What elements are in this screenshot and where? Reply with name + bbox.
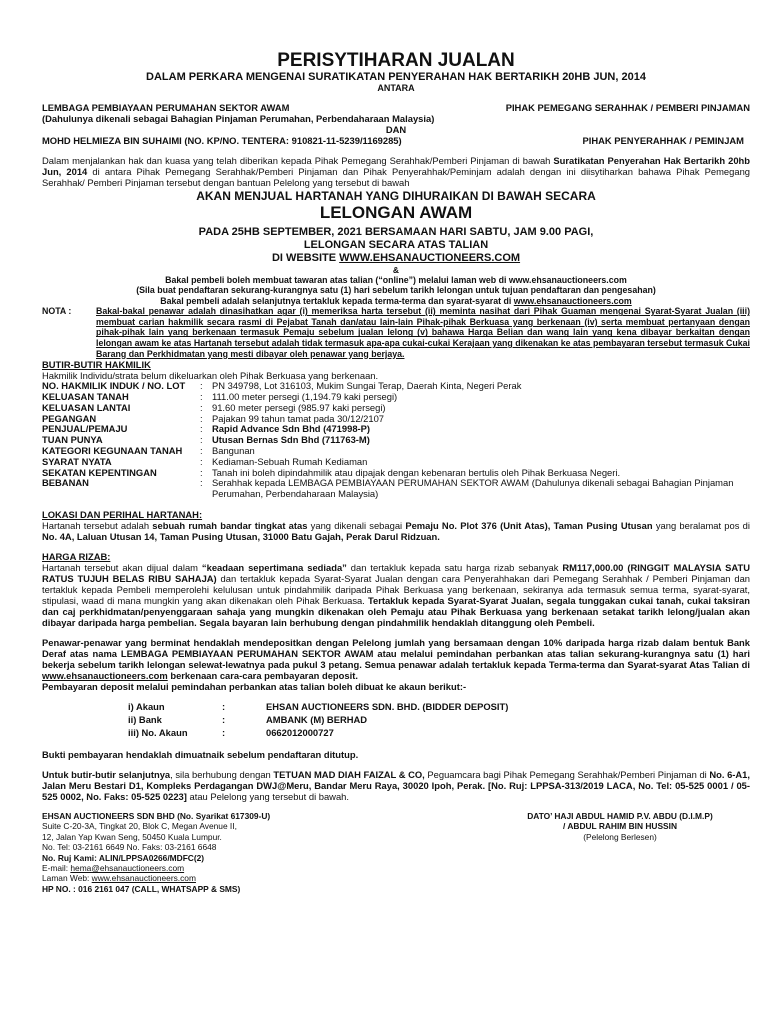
title-detail-value: Serahhak kepada LEMBAGA PEMBIAYAAN PERUMAHAN SEKTOR AWAM (Dahulunya dikenali sebagai Bahagian Pinjaman Perumahan, Perbendaharaan Malaysia) [212,477,734,500]
party-one-role: PIHAK PEMEGANG SERAHHAK / PEMBERI PINJAMAN [505,102,750,113]
title-detail-value: 91.60 meter persegi (985.97 kaki persegi) [212,401,386,413]
title-detail-key: BEBANAN [42,477,89,489]
party-two-row [42,135,750,146]
auctioneer-email-line [42,863,422,873]
harga-text-3: dan tertakluk kepada Syarat-Syarat Jualan dengan cara Penyerahhakan dari Pemegang Serahhak / Pemberi Pinjaman dan tertakluk kepada Pembeli memperolehi kelulusan untuk pindahmilik daripada Pihak Berkuasa yang berkenaan, sekiranya ada termasuk semua terma, syarat-syarat, stipulasi, waad di mana mungkin yang akan dikenakan oleh Pihak Berkuasa. [42,572,751,606]
registration-note: (Sila buat pendaftaran sekurang-kurangnya satu (1) hari sebelum tarikh lelongan untuk tujuan pendaftaran dan pengesahan) [136,285,656,296]
contact-text-3: atau Pelelong yang tersebut di bawah. [186,790,349,802]
intro-paragraph [42,155,750,188]
title-detail-key: PENJUAL/PEMAJU [42,423,128,435]
auction-website [42,252,750,265]
deposit-text: Penawar-penawar yang berminat hendaklah mendepositkan dengan Pelelong jumlah yang bersamaan dengan 10% daripada harga rizab dalam bentuk Bank Deraf atas nama LEMBAGA PEMBIAYAAN PERUMAHAN SEKTOR AWAM atau melalui pemindahan perbankan atas talian sekurang-kurangnya satu (1) hari bekerja sebelum tarikh lelongan selewat-lewatnya pada pukul 3 petang. Semua penawar adalah tertakluk kepada Terma-terma dan Syarat-syarat Atas Talian di [42,636,750,670]
harga-bold-3: Tertakluk kepada Syarat-Syarat Jualan, segala tunggakan cukai tanah, cukai taksiran dan caj perkhidmatan/penyenggaraan sahaja yang mungkin dikenakan oleh Pemaju atau Pihak Berkuasa yang berkenaan setakat tarikh lelong/jualan akan dibayar daripada harga pembelian. Segala bayaran lain berhubung dengan pindahmilik hendaklah ditanggung oleh Pembeli. [42,594,750,628]
title-detail-key: KELUASAN TANAH [42,390,129,402]
party-one-name: LEMBAGA PEMBIAYAAN PERUMAHAN SEKTOR AWAM [42,102,290,113]
signatory-name-2: / ABDUL RAHIM BIN HUSSIN [563,821,677,832]
bank-account-key: i) Akaun [128,700,165,712]
title-detail-value: Pajakan 99 tahun tamat pada 30/12/2107 [212,412,385,424]
auctioneer-detail-line: EHSAN AUCTIONEERS SDN BHD (No. Syarikat 617309-U) [42,810,271,821]
auction-heading: LELONGAN AWAM [319,203,473,222]
document-page [42,50,750,894]
lokasi-paragraph [42,520,750,542]
colon: : [200,477,203,489]
lokasi-text-1: Hartanah tersebut adalah [42,519,153,531]
nota-text: Bakal-bakal penawar adalah dinasihatkan agar (i) memeriksa harta tersebut (ii) meminta nasihat dari Pihak Guaman mengenai Syarat-Syarat Jualan (iii) membuat carian hakmilik secara rasmi di Pejabat Tanah dan/atau lain-lain Pihak-pihak Berkuasa yang berkenaan (iv) serta membuat pertanyaan dengan pihak-pihak lain yang berkenaan termasuk Pemaju sebelum jualan lelong (v) bahawa Harga Belian dan wang lain yang kena dibayar berkaitan dengan lelongan awam ke atas Hartanah tersebut adalah tidak termasuk apa-apa cukai-cukai Kerajaan yang dikenakan ke atas pembayaran tersebut termasuk Cukai Barang dan Perkhidmatan yang mesti dibayar oleh penawar yang berjaya. [96,306,750,359]
colon: : [200,390,203,402]
document-subtitle: DALAM PERKARA MENGENAI SURATIKATAN PENYERAHAN HAK BERTARIKH 20HB JUN, 2014 [146,71,646,83]
contact-bold-lead: Untuk butir-butir selanjutnya [42,768,171,780]
colon: : [200,412,203,424]
proof-of-payment-note: Bukti pembayaran hendaklah dimuatnaik sebelum pendaftaran ditutup. [42,748,359,760]
lokasi-bold-2: Pemaju No. Plot 376 (Unit Atas), Taman Pusing Utusan [405,519,653,531]
title-detail-value: Rapid Advance Sdn Bhd (471998-P) [212,423,371,435]
lokasi-bold-1: sebuah rumah bandar tingkat atas [152,519,308,531]
terms-note-prefix: Bakal pembeli adalah selanjutnya tertakluk kepada terma-terma dan syarat-syarat di [160,295,514,306]
auctioneer-web-line [42,873,422,883]
colon: : [200,444,203,456]
contact-address: No. 6-A1, Jalan Meru Bestari D1, Kompleks Perdagangan DWJ@Meru, Bandar Meru Raya, 30020 Ipoh, Perak. [No. Ruj: LPPSA-313/2019 LACA, No. Tel: 05-525 0001 / 05-525 0002, No. Faks: 05-525 0223] [42,768,750,802]
title-detail-value: Tanah ini boleh dipindahmilik atau dipajak dengan kebenaran bertulis oleh Pihak Berkuasa Negeri. [212,466,621,478]
colon: : [200,380,203,392]
lokasi-text-3: yang beralamat pos di [652,519,750,531]
title-detail-key: SEKATAN KEPENTINGAN [42,466,157,478]
title-detail-key: KATEGORI KEGUNAAN TANAH [42,444,183,456]
auctioneer-signatory [490,811,750,894]
auctioneer-detail-line: No. Tel: 03-2161 6649 No. Faks: 03-2161 6648 [42,842,217,853]
bank-account-key: ii) Bank [128,713,162,725]
harga-heading: HARGA RIZAB: [42,550,111,562]
web-label: Laman Web: [42,873,92,884]
deposit-text-end: berkenaan cara-cara pembayaran deposit. [167,669,358,681]
butir-intro: Hakmilik Individu/strata belum dikeluarkan oleh Pihak Berkuasa yang berkenaan. [42,370,379,382]
web-link[interactable]: www.ehsanauctioneers.com [91,873,196,884]
harga-paragraph [42,562,750,628]
auction-line-1: AKAN MENJUAL HARTANAH YANG DIHURAIKAN DI BAWAH SECARA [196,189,596,203]
auctioneer-phone: HP NO. : 016 2161 047 (CALL, WHATSAPP & SMS) [42,883,241,894]
title-detail-value: Utusan Bernas Sdn Bhd (711763-M) [212,434,370,446]
title-detail-value: PN 349798, Lot 316103, Mukim Sungai Terap, Daerah Kinta, Negeri Perak [212,380,522,392]
bank-account-row [128,727,508,738]
intro-bold-1: Suratikatan Penyerahan Hak Bertarikh 20hb Jun, 2014 [42,155,750,177]
auction-mode: LELONGAN SECARA ATAS TALIAN [303,239,489,251]
lokasi-text-2: yang dikenali sebagai [307,519,406,531]
dan-label: DAN [385,124,407,135]
bank-account-row [128,701,508,712]
colon: : [222,700,226,712]
title-detail-row [42,457,750,468]
document-title: PERISYTIHARAN JUALAN [277,50,515,71]
colon: : [200,455,203,467]
contact-text-1: , sila berhubung dengan [170,768,274,780]
antara-label: ANTARA [377,83,415,93]
contact-firm: TETUAN MAD DIAH FAIZAL & CO, [273,768,425,780]
bank-account-value: AMBANK (M) BERHAD [266,713,368,725]
title-detail-value: Bangunan [212,444,255,456]
bank-account-row [128,714,508,725]
title-detail-value: 111.00 meter persegi (1,194.79 kaki persegi) [212,390,398,402]
colon: : [200,401,203,413]
auctioneer-details [42,811,422,894]
deposit-paragraph [42,637,750,681]
title-detail-key: PEGANGAN [42,412,97,424]
signatory-title: (Pelelong Berlesen) [583,831,657,842]
terms-link[interactable]: www.ehsanauctioneers.com [513,295,632,306]
harga-text-1: Hartanah tersebut akan dijual dalam [42,561,202,573]
party-one-note: (Dahulunya dikenali sebagai Bahagian Pinjaman Perumahan, Perbendaharaan Malaysia) [42,113,435,124]
online-bid-line: Bakal pembeli boleh membuat tawaran atas talian (“online”) melalui laman web di www.ehsanauctioneers.com [165,275,627,285]
bank-account-table [126,699,510,740]
title-details-table [42,381,750,500]
title-detail-row [42,414,750,425]
lokasi-bold-3: No. 4A, Laluan Utusan 14, Taman Pusing Utusan, 31000 Batu Gajah, Perak Darul Ridzuan. [42,530,440,542]
payment-instruction: Pembayaran deposit melalui pemindahan perbankan atas talian boleh dibuat ke akaun berikut:- [42,680,467,692]
auction-date: PADA 25HB SEPTEMBER, 2021 BERSAMAAN HARI SABTU, JAM 9.00 PAGI, [198,226,594,238]
contact-paragraph [42,769,750,802]
title-detail-row [42,392,750,403]
email-link[interactable]: hema@ehsanauctioneers.com [70,862,185,873]
colon: : [222,713,226,725]
title-detail-row [42,478,750,500]
nota-block [42,306,750,359]
bank-account-key: iii) No. Akaun [128,726,188,738]
auction-website-prefix: DI WEBSITE [271,252,340,264]
harga-bold-1: “keadaan sepertimana sediada” [201,561,347,573]
signatory-name-1: DATO’ HAJI ABDUL HAMID P.V. ABDU (D.I.M.P) [527,810,713,821]
colon: : [200,434,203,446]
butir-heading: BUTIR-BUTIR HAKMILIK [42,359,151,371]
title-detail-row [42,446,750,457]
party-two-role: PIHAK PENYERAHHAK / PEMINJAM [582,135,744,146]
harga-text-2: dan tertakluk kepada satu harga rizab sebanyak [346,561,563,573]
contact-text-2: Peguamcara bagi Pihak Pemegang Serahhak/Pemberi Pinjaman di [424,768,710,780]
colon: : [200,466,203,478]
party-one-row [42,102,750,113]
auctioneer-detail-line: Suite C-20-3A, Tingkat 20, Blok C, Megan Avenue II, [42,821,237,832]
auction-website-link[interactable]: WWW.EHSANAUCTIONEERS.COM [339,252,521,264]
title-detail-key: SYARAT NYATA [42,455,112,467]
deposit-link[interactable]: www.ehsanauctioneers.com [42,669,168,681]
bank-account-value: EHSAN AUCTIONEERS SDN. BHD. (BIDDER DEPOSIT) [266,700,509,712]
terms-note [42,296,750,306]
auctioneer-detail-line: 12, Jalan Yap Kwan Seng, 50450 Kuala Lumpur. [42,831,222,842]
lokasi-heading: LOKASI DAN PERIHAL HARTANAH: [42,508,203,520]
colon: : [222,726,226,738]
harga-bold-2: RM117,000.00 (RINGGIT MALAYSIA SATU RATUS TUJUH BELAS RIBU SAHAJA) [42,561,750,584]
title-detail-key: KELUASAN LANTAI [42,401,131,413]
bank-account-value: 0662012000727 [266,726,334,738]
title-detail-row [42,403,750,414]
intro-text-1: Dalam menjalankan hak dan kuasa yang telah diberikan kepada Pihak Pemegang Serahhak/Pemberi Pinjaman di bawah [42,155,554,166]
title-detail-key: TUAN PUNYA [42,434,103,446]
party-two-name: MOHD HELMIEZA BIN SUHAIMI (NO. KP/NO. TENTERA: 910821-11-5239/1169285) [42,135,402,146]
email-label: E-mail: [42,862,71,873]
title-detail-value: Kediaman-Sebuah Rumah Kediaman [212,455,368,467]
title-detail-key: NO. HAKMILIK INDUK / NO. LOT [42,380,186,392]
nota-label: NOTA : [42,306,72,317]
auctioneer-detail-line: No. Ruj Kami: ALIN/LPPSA0266/MDFC(2) [42,852,205,863]
title-detail-row [42,424,750,435]
intro-text-2: di antara Pihak Pemegang Serahhak/Pemberi Pinjaman dan Pihak Penyerahhak/Peminjam adalah dengan ini diisytiharkan bahawa Pihak Pemegang Serahhak/ Pemberi Pinjaman tersebut dengan bantuan Pelelong yang tersebut di bawah [42,166,751,188]
footer [42,811,750,894]
colon: : [200,423,203,435]
ampersand: & [392,265,400,275]
